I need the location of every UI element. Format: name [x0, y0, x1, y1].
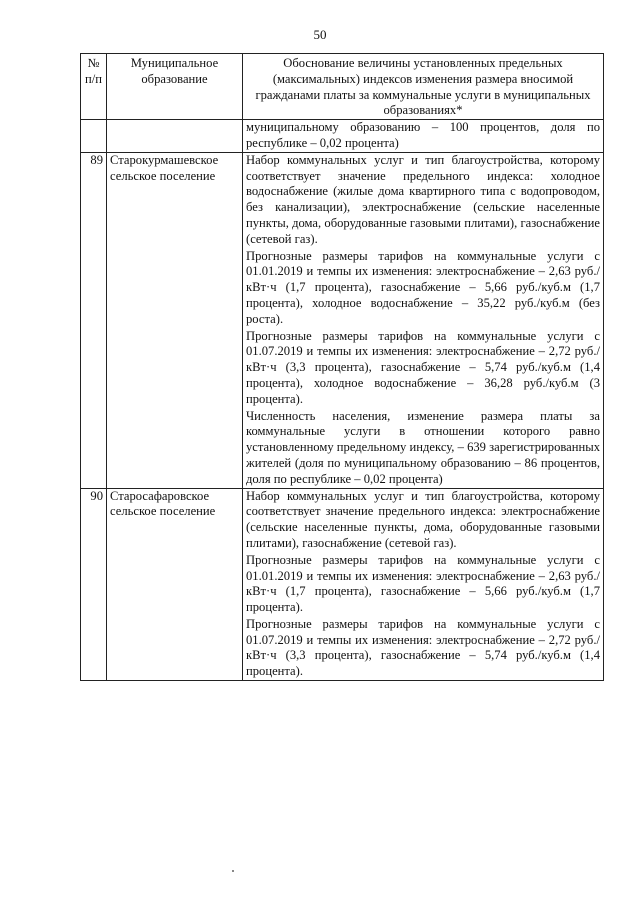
row-municipality: Старокурмашевское сельское поселение [107, 152, 243, 488]
row-num: 90 [81, 488, 107, 681]
header-municipality-line1: Муниципальное [130, 56, 219, 70]
row-num: 89 [81, 152, 107, 488]
paragraph: Набор коммунальных услуг и тип благоустройства, которому соответствует значение предельного индекса: холодное водоснабжение (жилые дома квартирного типа с водопроводом, без канализации), электроснабжение (сельские населенные пункты, дома, оборудованные газовыми плитами), газоснабжение (сетевой газ). [246, 152, 600, 246]
header-num-line2: п/п [85, 71, 102, 86]
header-municipality-line2: образование [141, 71, 208, 86]
header-justification: Обоснование величины установленных предельных (максимальных) индексов изменения размера вносимой гражданами платы за коммунальные услуги в муниципальных образованиях* [243, 54, 604, 120]
paragraph: Набор коммунальных услуг и тип благоустройства, которому соответствует значение предельного индекса: электроснабжение (сельские населенные пункты, дома, оборудованные газовыми плитами), газоснабжение (сетевой газ). [246, 488, 600, 550]
scan-speck [232, 870, 234, 872]
paragraph: Прогнозные размеры тарифов на коммунальные услуги с 01.07.2019 и темпы их изменения: электроснабжение – 2,72 руб./кВт·ч (3,3 процента), газоснабжение – 5,74 руб./куб.м (1,4 процента), холодное водоснабжение – 36,28 руб./куб.м (3 процента). [246, 328, 600, 406]
header-num-line1: № [87, 56, 100, 70]
row-justification [243, 152, 604, 488]
paragraph: Прогнозные размеры тарифов на коммунальные услуги с 01.01.2019 и темпы их изменения: электроснабжение – 2,63 руб./кВт·ч (1,7 процента), газоснабжение – 5,66 руб./куб.м (1,7 процента). [246, 552, 600, 615]
paragraph: Прогнозные размеры тарифов на коммунальные услуги с 01.01.2019 и темпы их изменения: электроснабжение – 2,63 руб./кВт·ч (1,7 процента), газоснабжение – 5,66 руб./куб.м (1,7 процента), холодное водоснабжение – 35,22 руб./куб.м (без роста). [246, 248, 600, 326]
paragraph: Численность населения, изменение размера платы за коммунальные услуги в отношении которого равно установленному предельному индексу, – 639 зарегистрированных жителей (доля по муниципальному образованию – 86 процентов, доля по республике – 0,02 процента) [246, 408, 600, 486]
continuation-num [81, 120, 107, 153]
continuation-text: муниципальному образованию – 100 процентов, доля по республике – 0,02 процента) [243, 120, 604, 153]
table-header-row [81, 54, 604, 120]
continuation-row [81, 120, 604, 153]
paragraph: Прогнозные размеры тарифов на коммунальные услуги с 01.07.2019 и темпы их изменения: электроснабжение – 2,72 руб./кВт·ч (3,3 процента), газоснабжение – 5,74 руб./куб.м (1,4 процента). [246, 616, 600, 679]
table-row [81, 152, 604, 488]
row-justification [243, 488, 604, 681]
page-number: 50 [313, 27, 327, 42]
table-row [81, 488, 604, 681]
tariff-table [80, 53, 604, 681]
row-municipality: Старосафаровское сельское поселение [107, 488, 243, 681]
continuation-name [107, 120, 243, 153]
header-num [81, 54, 107, 120]
header-municipality [107, 54, 243, 120]
